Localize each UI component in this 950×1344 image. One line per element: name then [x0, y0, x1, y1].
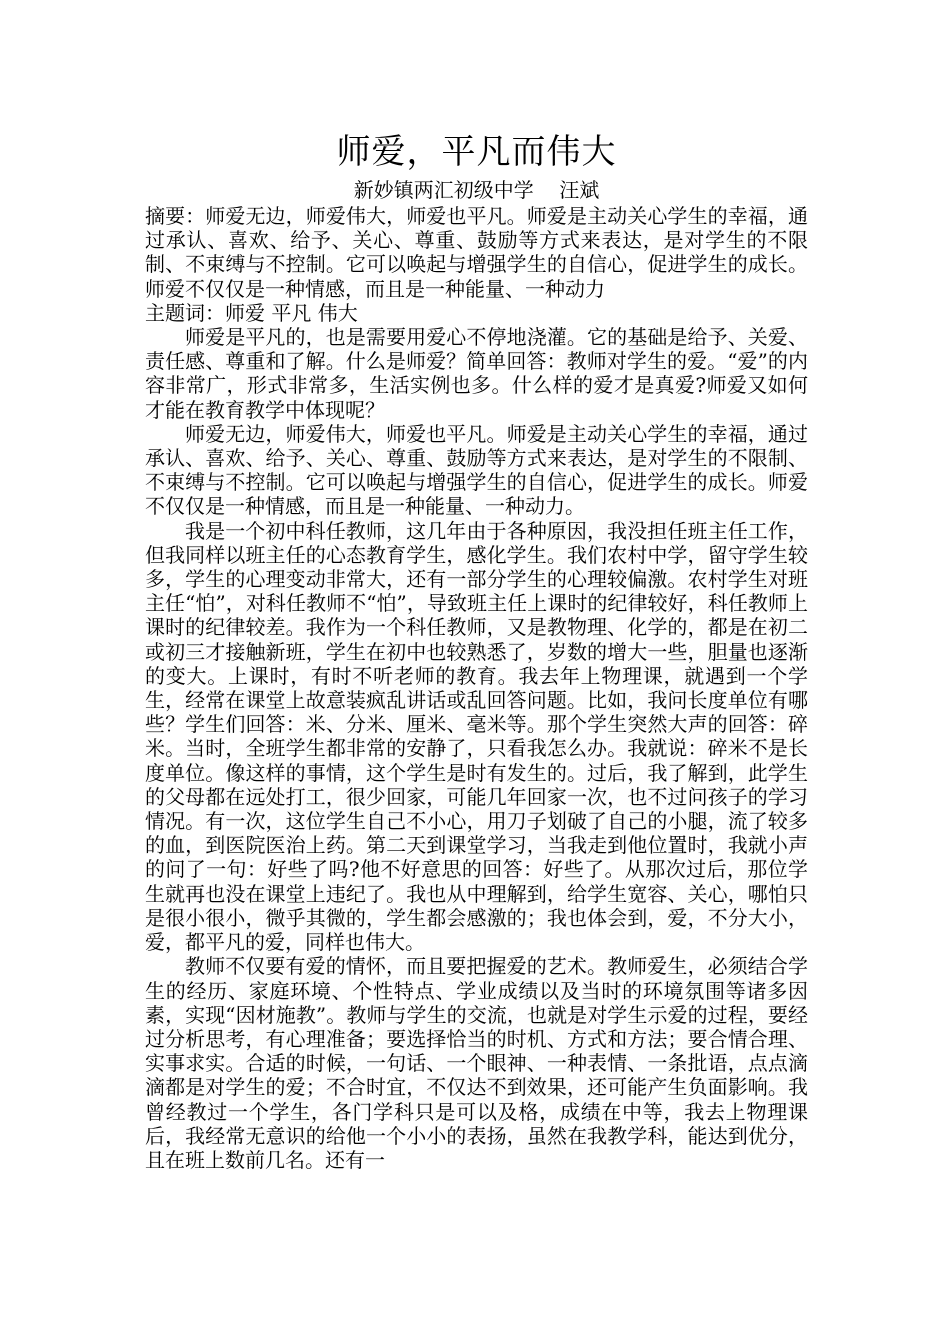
body-paragraph: 师爱是平凡的，也是需要用爱心不停地浇灌。它的基础是给予、关爱、责任感、尊重和了解。什么是师爱？简单回答：教师对学生的爱。“爱”的内容非常广，形式非常多，生活实例也多。什么样的爱才是真爱?师爱又如何才能在教育教学中体现呢？ [145, 325, 808, 422]
body-paragraph: 教师不仅要有爱的情怀，而且要把握爱的艺术。教师爱生，必须结合学生的经历、家庭环境、个性特点、学业成绩以及当时的环境氛围等诸多因素，实现“因材施教”。教师与学生的交流，也就是对学生示爱的过程，要经过分析思考，有心理准备；要选择恰当的时机、方式和方法；要合情合理、实事求实。合适的时候，一句话、一个眼神、一种表情、一条批语，点点滴滴都是对学生的爱；不合时宜，不仅达不到效果，还可能产生负面影响。我曾经教过一个学生，各门学科只是可以及格，成绩在中等，我去上物理课后，我经常无意识的给他一个小小的表扬，虽然在我教学科，能达到优分，且在班上数前几名。还有一 [145, 954, 808, 1172]
document-page [145, 128, 808, 1172]
author-byline: 新妙镇两汇初级中学 汪斌 [353, 178, 600, 202]
body-paragraph: 我是一个初中科任教师，这几年由于各种原因，我没担任班主任工作，但我同样以班主任的心态教育学生，感化学生。我们农村中学，留守学生较多，学生的心理变动非常大，还有一部分学生的心理较偏激。农村学生对班主任“怕”，对科任教师不“怕”，导致班主任上课时的纪律较好，科任教师上课时的纪律较差。我作为一个科任教师，又是教物理、化学的，都是在初二或初三才接触新班，学生在初中也较熟悉了，岁数的增大一些，胆量也逐渐的变大。上课时，有时不听老师的教育。我去年上物理课，就遇到一个学生，经常在课堂上故意装疯乱讲话或乱回答问题。比如，我问长度单位有哪些？学生们回答：米、分米、厘米、毫米等。那个学生突然大声的回答：碎米。当时，全班学生都非常的安静了，只看我怎么办。我就说：碎米不是长度单位。像这样的事情，这个学生是时有发生的。过后，我了解到，此学生的父母都在远处打工，很少回家，可能几年回家一次，也不过问孩子的学习情况。有一次，这位学生自己不小心，用刀子划破了自己的小腿，流了较多的血，到医院医治上药。第二天到课堂学习，当我走到他位置时，我就小声的问了一句：好些了吗?他不好意思的回答：好些了。从那次过后，那位学生就再也没在课堂上违纪了。我也从中理解到，给学生宽容、关心，哪怕只是很小很小，微乎其微的，学生都会感激的；我也体会到，爱，不分大小，爱，都平凡的爱，同样也伟大。 [145, 518, 808, 955]
abstract: 摘要：师爱无边，师爱伟大，师爱也平凡。师爱是主动关心学生的幸福，通过承认、喜欢、给予、关心、尊重、鼓励等方式来表达，是对学生的不限制、不束缚与不控制。它可以唤起与增强学生的自信心，促进学生的成长。师爱不仅仅是一种情感，而且是一种能量、一种动力 [145, 204, 808, 301]
body-paragraph: 师爱无边，师爱伟大，师爱也平凡。师爱是主动关心学生的幸福，通过承认、喜欢、给予、关心、尊重、鼓励等方式来表达，是对学生的不限制、不束缚与不控制。它可以唤起与增强学生的自信心，促进学生的成长。师爱不仅仅是一种情感，而且是一种能量、一种动力。 [145, 421, 808, 519]
document-title: 师爱，平凡而伟大 [336, 132, 617, 172]
keywords: 主题词：师爱 平凡 伟大 [145, 300, 358, 325]
